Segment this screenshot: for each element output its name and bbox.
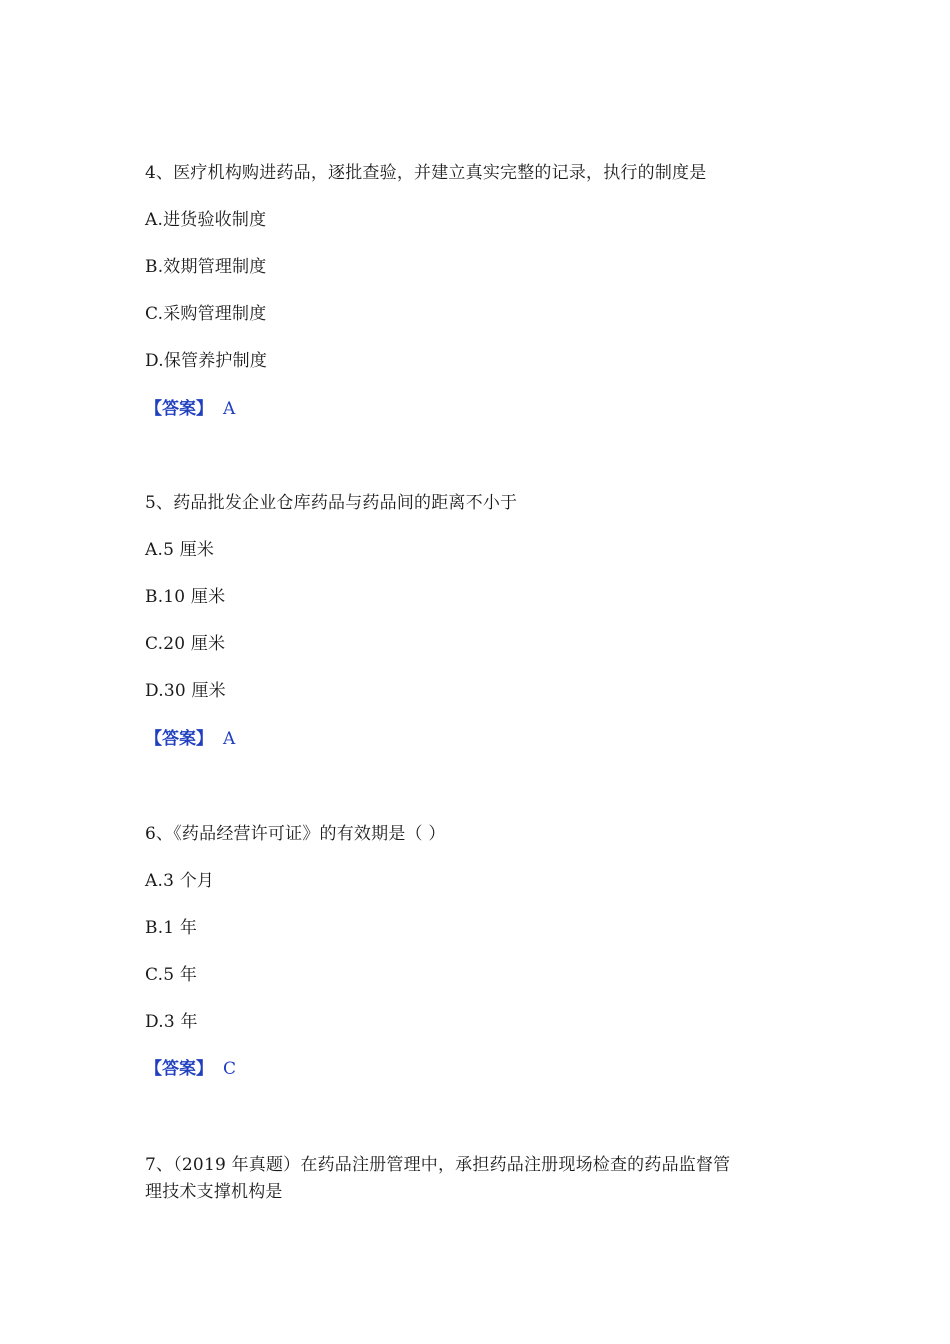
question-6-option-b: B.1 年 — [145, 918, 198, 938]
answer-label: 【答案】 — [145, 399, 213, 419]
answer-value: A — [223, 399, 236, 419]
question-7-stem-line-1: 7、（2019 年真题）在药品注册管理中，承担药品注册现场检查的药品监督管 — [145, 1155, 731, 1175]
question-6-option-a: A.3 个月 — [145, 871, 215, 891]
question-7-stem-line-2: 理技术支撑机构是 — [145, 1182, 283, 1202]
answer-label: 【答案】 — [145, 1059, 213, 1079]
question-5-option-b: B.10 厘米 — [145, 587, 226, 607]
question-4-option-b: B.效期管理制度 — [145, 257, 267, 277]
question-5-option-a: A.5 厘米 — [145, 540, 215, 560]
question-6-stem: 6、《药品经营许可证》的有效期是（ ） — [145, 824, 446, 844]
answer-value: C — [223, 1059, 237, 1079]
question-4-option-a: A.进货验收制度 — [145, 210, 267, 230]
question-4-option-d: D.保管养护制度 — [145, 351, 268, 371]
question-4-stem: 4、医疗机构购进药品，逐批查验，并建立真实完整的记录，执行的制度是 — [145, 163, 707, 183]
question-6-option-d: D.3 年 — [145, 1012, 198, 1032]
question-4-option-c: C.采购管理制度 — [145, 304, 267, 324]
question-4-answer — [145, 398, 235, 420]
question-5-option-d: D.30 厘米 — [145, 681, 226, 701]
question-5-stem: 5、药品批发企业仓库药品与药品间的距离不小于 — [145, 493, 518, 513]
question-5-option-c: C.20 厘米 — [145, 634, 226, 654]
answer-value: A — [223, 729, 236, 749]
question-6-option-c: C.5 年 — [145, 965, 198, 985]
question-5-answer — [145, 728, 235, 750]
answer-label: 【答案】 — [145, 729, 213, 749]
question-6-answer — [145, 1058, 236, 1080]
